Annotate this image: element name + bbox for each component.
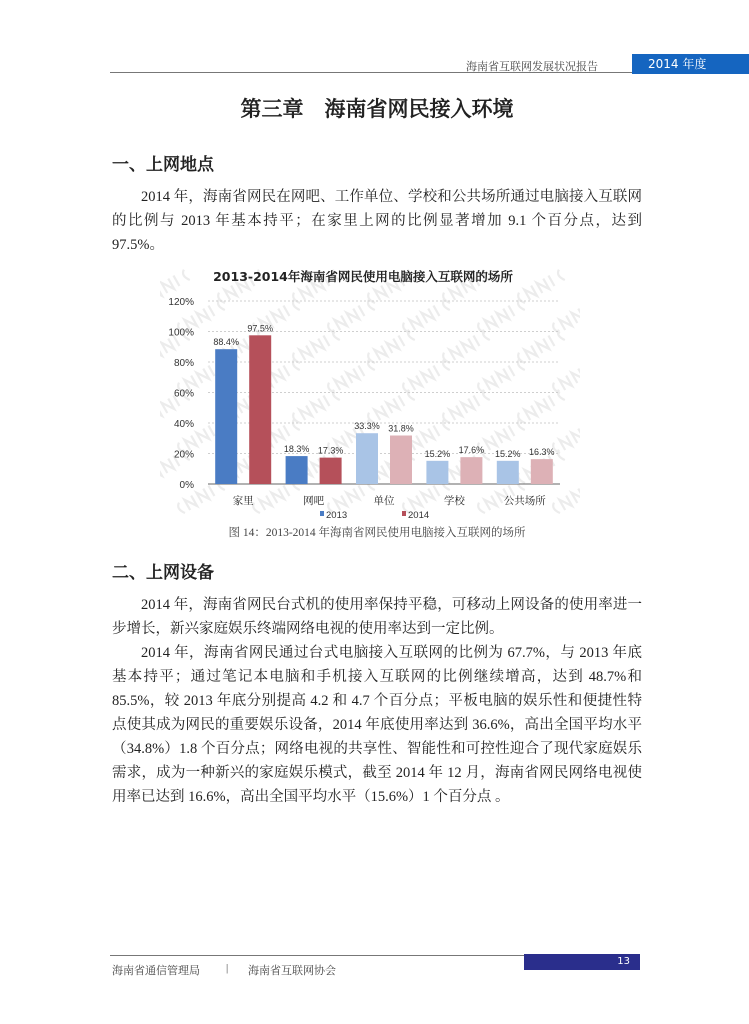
data-label: 18.3% <box>283 444 310 455</box>
bar-2013 <box>497 461 519 484</box>
watermark-logo <box>291 390 339 425</box>
paragraph: 2014 年，海南省网民在网吧、工作单位、学校和公共场所通过电脑接入互联网的比例与 2013 年基本持平；在家里上网的比例显著增加 9.1 个百分点，达到 97.5%。 <box>112 189 642 253</box>
bar-2013 <box>426 461 448 484</box>
y-tick-label: 40% <box>173 419 194 430</box>
watermark-logo <box>441 330 489 365</box>
legend-swatch-2014 <box>402 511 406 516</box>
paragraph: 2014 年，海南省网民通过台式电脑接入互联网的比例为 67.7%，与 2013 年底基本持平；通过笔记本电脑和手机接入互联网的比例继续增高，达到 48.7%和 85.5%，较 2013 年底分别提高 4.2 和 4.7 个百分点；平板电脑的娱乐性和便捷性特点使其成为网民的重要娱乐设备，2014 年底使用率达到 36.6%，高出全国平均水平（34.8%）1.8 个百分点；网络电视的共享性、智能性和可控性迎合了现代家庭娱乐需求，成为一种新兴的家庭娱乐模式，截至 2014 年 12 月，海南省网民网络电视使用率已达到 16.6%，高出全国平均水平（15.6%）1 个百分点 。 <box>112 645 642 805</box>
data-label: 15.2% <box>424 448 451 459</box>
data-label: 97.5% <box>247 323 273 334</box>
data-label: 15.2% <box>495 448 521 459</box>
legend-label: 2013 <box>326 510 348 521</box>
y-tick-label: 20% <box>173 449 194 461</box>
page-number: 13 <box>524 954 640 970</box>
x-tick-label: 家里 <box>232 495 254 507</box>
footer-right: 海南省互联网协会 <box>248 965 336 977</box>
watermark-logo <box>401 300 449 335</box>
footer-separator: | <box>226 962 229 974</box>
watermark-logo <box>551 480 580 515</box>
watermark-logo <box>516 270 564 305</box>
watermark-logo <box>551 300 580 335</box>
bar-2013 <box>356 433 378 484</box>
bar-2014 <box>249 335 271 484</box>
footer-left: 海南省通信管理局 <box>112 965 200 977</box>
bar-2013 <box>286 456 308 484</box>
footer-rule <box>110 955 530 956</box>
legend-swatch-2013 <box>320 511 324 516</box>
x-tick-label: 学校 <box>443 495 465 507</box>
section-heading: 一、上网地点 <box>112 155 214 175</box>
watermark-logo <box>516 390 564 425</box>
y-tick-label: 100% <box>168 327 194 339</box>
bar-2014 <box>320 458 342 484</box>
watermark-logo <box>326 360 374 395</box>
figure-caption: 图 14：2013-2014 年海南省网民使用电脑接入互联网的场所 <box>228 527 526 539</box>
watermark-logo <box>326 300 374 335</box>
legend-label: 2014 <box>408 510 430 521</box>
watermark-logo <box>551 360 580 395</box>
bar-2014 <box>390 436 412 484</box>
chart-title: 2013-2014年海南省网民使用电脑接入互联网的场所 <box>213 269 513 284</box>
bar-2014 <box>460 457 482 484</box>
bar-chart <box>160 263 580 525</box>
data-label: 88.4% <box>213 337 239 348</box>
watermark-logo <box>441 390 489 425</box>
data-label: 17.6% <box>458 445 485 456</box>
bar-2014 <box>531 459 553 484</box>
data-label: 33.3% <box>354 421 380 432</box>
data-label: 16.3% <box>529 447 555 458</box>
header-year-badge: 2014 年度 <box>632 54 749 74</box>
watermark-logo <box>291 330 339 365</box>
y-tick-label: 80% <box>173 358 194 369</box>
data-label: 17.3% <box>317 445 344 456</box>
watermark-logo <box>476 300 524 335</box>
watermark-logo <box>551 420 580 455</box>
x-tick-label: 单位 <box>373 495 395 507</box>
section-heading: 二、上网设备 <box>112 563 214 583</box>
bar-2013 <box>215 349 237 484</box>
watermark-logo <box>366 330 414 365</box>
watermark-logo <box>476 360 524 395</box>
watermark-logo <box>251 480 299 515</box>
x-tick-label: 公共场所 <box>503 495 546 507</box>
header-report-title: 海南省互联网发展状况报告 <box>466 61 598 73</box>
y-tick-label: 60% <box>173 388 194 400</box>
content-column <box>112 95 642 809</box>
y-tick-label: 0% <box>179 480 194 491</box>
data-label: 31.8% <box>388 423 414 434</box>
x-tick-label: 网吧 <box>303 495 325 507</box>
watermark-logo <box>366 390 414 425</box>
y-tick-label: 120% <box>168 297 194 308</box>
chapter-title: 第三章 海南省网民接入环境 <box>240 97 514 121</box>
watermark-logo <box>401 360 449 395</box>
paragraph: 2014 年，海南省网民台式机的使用率保持平稳，可移动上网设备的使用率进一步增长，新兴家庭娱乐终端网络电视的使用率达到一定比例。 <box>112 597 642 637</box>
watermark-logo <box>516 330 564 365</box>
